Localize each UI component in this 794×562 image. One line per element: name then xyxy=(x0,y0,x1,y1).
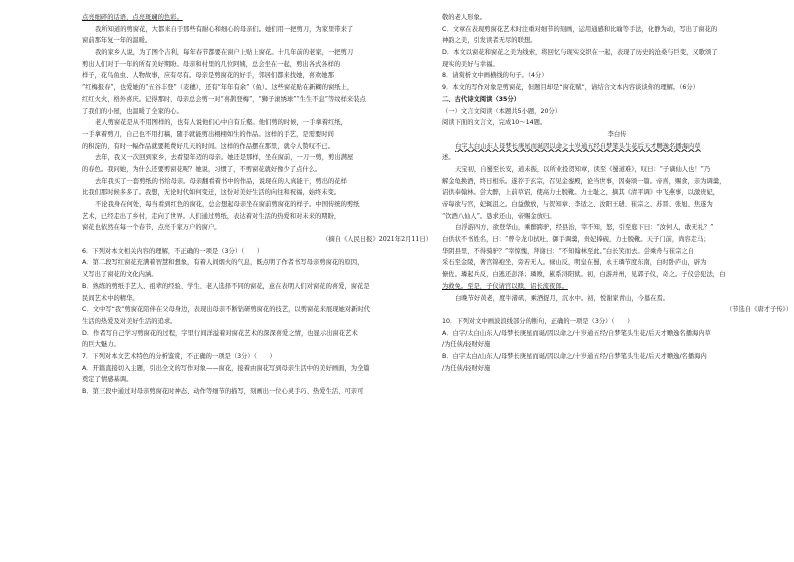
text-line: 又写出了窗花的文化内涵。 xyxy=(82,271,158,279)
text-line: 帝每欲与官，妃辄沮之。白益傲放，与贺知章、李适之、汝阳王琎、崔宗之、苏晋、张旭、焦遂为 xyxy=(442,201,713,208)
text-line: /为任侠/轻财好施 xyxy=(442,341,491,349)
text-line: D．作者写自己学习剪窗花的过程，字里行间洋溢着对窗花艺术的深深喜爱之情，也显示出窗花艺术 xyxy=(82,329,358,337)
right-column xyxy=(442,12,792,374)
text-line: 民间艺术中的精华。 xyxy=(82,294,139,302)
text-line: 白字太白山东人母梦长庚星而诞因以命之十岁通五经自梦笔头生花后天才赡逸名播海内草 xyxy=(455,142,701,150)
text-line: 二、古代诗文阅读（35分） xyxy=(442,95,521,103)
text-line: C．文章在表现剪窗花艺术时注重对细节的刻画，运用通感和比喻等手法，化静为动，写出了窗花的 xyxy=(442,25,718,33)
text-line: 述。 xyxy=(442,154,455,162)
text-line: 李白传 xyxy=(607,130,627,138)
text-line: 6．下列对本文相关内容的理解，不正确的一项是（3分）（ ） xyxy=(82,247,264,255)
text-line: 我的家乡人说，为了图个吉利，每年春节都要在窗户上贴上窗花。十几年前的老家，一把剪刀 xyxy=(95,49,354,57)
text-line: 的巨大魅力。 xyxy=(82,341,120,349)
text-line: 样子，花鸟鱼虫、人物故事，应有尽有。母亲是剪窗花的好手，邻居们都来找她，喜欢她那 xyxy=(82,72,334,80)
text-line: “饮酒八仙人”。恳求还山，帝赐金放归。 xyxy=(442,212,556,220)
text-line: 现实的美好与幸福。 xyxy=(442,60,499,68)
text-line: 我所知道的剪窗花，大都来自于那些有耐心和细心的母亲们。她们用一把剪刀，为家里带来了 xyxy=(95,25,354,33)
text-line: 的春色。我问她，为什么还要剪窗花呢？她说，习惯了，不剪窗花就好像少了点什么。 xyxy=(82,165,322,173)
text-line: 为救免。至是，子仪请官以赎，诏长流夜郎。 xyxy=(442,282,568,290)
text-line: 窗前那年复一年的温暖。 xyxy=(82,37,152,45)
text-line: 生活的热爱及对美好生活的追求。 xyxy=(82,317,177,325)
text-line: 采石至金陵，著宫锦袍坐，旁若无人。禄山反，明皇在蜀，永王璘节度东南，白时卧庐山，辟为 xyxy=(442,259,707,267)
text-line: 敬的老人形象。 xyxy=(442,14,487,21)
text-line: 老人剪窗花是从不用图样的，也有人说他们心中自有丘壑。他们剪的时候，一手拿着红纸， xyxy=(95,119,347,127)
text-line: 去年，我又一次回到家乡，去看望年迈的母亲。她还是那样，坐在窗前，一刀一剪，剪出满屋 xyxy=(95,154,354,162)
text-line: 8．请赏析文中画横线的句子。（4分） xyxy=(442,72,548,80)
text-line: 白晚节好黄老，度牛渚矶，乘酒捉月，沉水中。初，悦谢家青山，今墓在焉。 xyxy=(455,294,670,302)
text-line: 比我们那时候多多了。我想，无论时代如何变迁，这份对美好生活的向往和祝福，始终未变。 xyxy=(82,189,341,197)
text-line: 艺术，已经走出了乡村，走向了世界。人们通过剪纸，表达着对生活的热爱和对未来的期盼， xyxy=(82,212,341,220)
text-line: 点亮细碎的话语，点亮斑斓的色彩。 xyxy=(82,14,183,21)
text-line: 不论我身在何处，每当看到红色的窗花，总会想起母亲坐在窗前剪窗花的样子。中国传统的剪纸 xyxy=(95,201,360,208)
left-column xyxy=(82,12,432,398)
text-line: A．第二段写红窗花充满着智慧和想象，有着人间烟火的气息，既点明了作者书写母亲剪窗花的原因， xyxy=(82,259,364,267)
text-line: 一手拿着剪刀，自己也不用打稿，随手就能剪出栩栩如生的作品。这样的手艺，是需要时间 xyxy=(82,130,334,138)
text-line: 了我们的小屋，也温暖了全家的心。 xyxy=(82,107,183,115)
text-line: 剪出人们对于一年的所有美好期盼。母亲和村里的几位阿姨，总会坐在一起，剪出各式各样的 xyxy=(82,60,341,68)
text-line: C．文中写“我”剪窗花陪伴在父母身边，表现出母亲不断钻研剪窗花的技艺，以剪窗花来展现她对新时代 xyxy=(82,306,370,314)
text-line: 解金龟换酒，终日相乐。遂荐于玄宗，召见金銮殿，论当世事，因奏颂一篇。帝喜，赐食，亲为调羹， xyxy=(442,177,726,185)
text-line: 7．下列对本文艺术特色的分析鉴赏，不正确的一项是（3分）（ ） xyxy=(82,352,276,360)
text-line: 诏供奉翰林。尝大醉，上前草诏，使高力士脱靴。力士耻之，摘其《清平调》中飞燕事，以激贵妃， xyxy=(442,189,720,197)
text-line: （节选自《唐才子传》） xyxy=(725,306,792,314)
text-line: 的积淀的，有时一幅作品就要耗费好几天的时间。这样的作品摆在那里，就令人赞叹不已。 xyxy=(82,142,334,150)
text-line: A．开篇直接切入主题，引出全文的写作对象——窗花，接着由窗花写到母亲生活中的美好画面，为全篇 xyxy=(82,364,370,372)
text-line: /为任侠/轻财好施 xyxy=(442,364,491,372)
text-line: 华阴县里，不得骑驴？”宰惊愧，拜谢曰：“不知翰林至此。”白长笑而去。尝乘舟与崔宗之自 xyxy=(442,247,695,255)
text-line: 9．本文的写作对象是剪窗花，但题目却是“窗花赋”，请结合文本内容谈谈你的理解。（6分） xyxy=(442,84,699,92)
text-line: B．第三段中通过对母亲剪窗花时神态、动作等细节的描写，刻画出一位心灵手巧、热爱生活、可亲可 xyxy=(82,388,364,395)
text-line: 阅读下面的文言文，完成10～14题。 xyxy=(442,119,547,127)
text-line: A．白字/太白山东人/母梦长庚星而诞/因以命之/十岁通五经/自梦笔头生花/后天才赡逸名播海内草 xyxy=(442,329,711,337)
text-line: B．熟练的剪纸手艺人、祖辈的经验、学生、老人选择不同的窗花，意在表明人们对窗花的喜爱，窗花是 xyxy=(82,282,370,290)
text-line: 10．下列对文中画波浪线部分的断句，正确的一项是（3分）（ ） xyxy=(442,317,634,325)
text-line: 去年我买了一套剪纸的书给母亲。母亲翻看着书中的作品，说现在的人真能干，剪出的花样 xyxy=(95,177,347,185)
text-line: B．白字太白/山东人/母梦长庚星而诞/因以命之/十岁通五经/自梦笔头生花/后天才赡逸/名播海内 xyxy=(442,352,707,360)
text-line: 奠定了情感基调。 xyxy=(82,376,133,384)
text-line: （摘自《人民日报》2021年2月11日） xyxy=(322,236,432,244)
text-line: 白浮游四方，欲登华山，乘醉跨驴，经县治，宰不知，怒，引至庭下曰：“汝何人，敢无礼？” xyxy=(455,224,714,232)
text-line: 白供状不书姓名，曰：“曾令龙巾拭吐，御手调羹，贵妃捧砚，力士脱靴。天子门前，尚容走马； xyxy=(442,236,710,244)
text-line: D．本文以窗花和窗花之美为线索，将回忆与现实交织在一起，表现了历史的沧桑与巨变，又歌颂了 xyxy=(442,49,718,57)
text-line: （一）文言文阅读（本题共5小题，20分） xyxy=(442,107,562,115)
text-line: 红红火火，格外喜庆。记得那时，母亲总会剪一对“喜鹊登梅”，“狮子滚绣球”“生生不息”等纹样来装点 xyxy=(82,95,366,103)
text-line: 神韵之美，引发读者无尽的联想。 xyxy=(442,37,537,45)
text-line: 僚佐。璘起兵反，白逃还彭泽；璘败，累系浔阳狱。初，白游并州，见郭子仪，奇之。子仪尝犯法，白 xyxy=(442,271,726,279)
text-line: ”红梅报春”，也爱她的“五谷丰登”（麦穗），还有“年年有余”（鱼）。这些窗花贴在新糊的窗纸上， xyxy=(82,84,354,92)
text-line: 天宝初，自蜀至长安，道未振，以所业投贺知章，读至《蜀道难》，叹曰：“子谪仙人也！”乃 xyxy=(455,165,711,173)
text-line: 窗花也依然在每一个春节，点亮千家万户的窗户。 xyxy=(82,224,221,232)
